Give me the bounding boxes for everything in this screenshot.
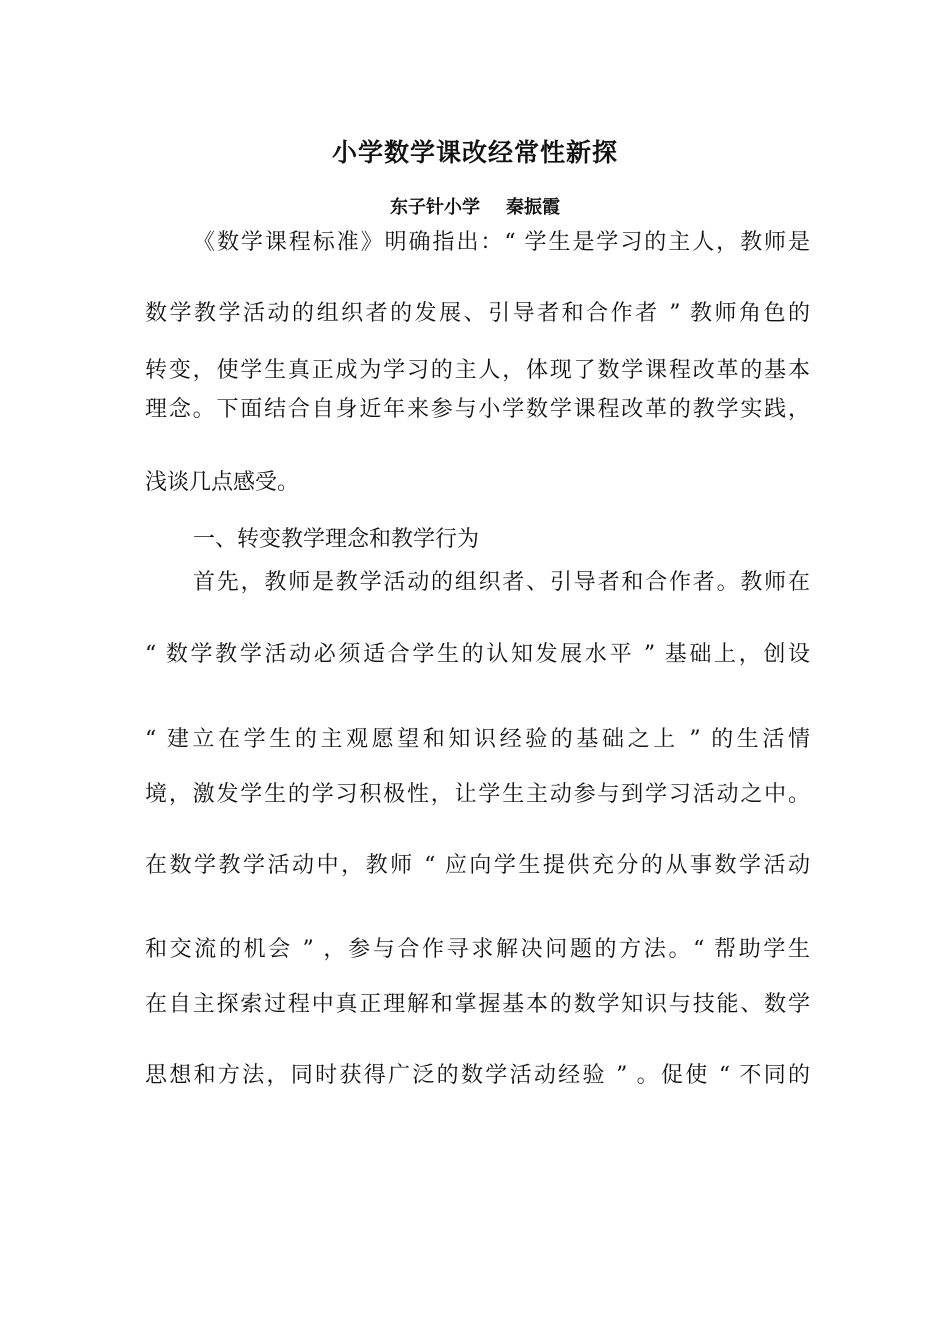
- paragraph-line: 理念。下面结合自身近年来参与小学数学课程改革的教学实践，: [145, 397, 810, 422]
- paragraph-line: 转变，使学生真正成为学习的主人，体现了数学课程改革的基本: [145, 358, 810, 383]
- document-title: 小学数学课改经常性新探: [331, 138, 618, 167]
- paragraph-line: 《数学课程标准》明确指出：“ 学生是学习的主人，教师是: [193, 230, 810, 255]
- paragraph-line: 首先，教师是教学活动的组织者、引导者和合作者。教师在: [193, 570, 810, 595]
- paragraph-line: 思想和方法，同时获得广泛的数学活动经验 ” 。促使 “ 不同的: [145, 1063, 810, 1088]
- paragraph-line: “ 数学教学活动必须适合学生的认知发展水平 ” 基础上，创设: [145, 642, 810, 667]
- section-heading: 一、转变教学理念和教学行为: [193, 527, 480, 552]
- paragraph-line: 在数学教学活动中，教师 “ 应向学生提供充分的从事数学活动: [145, 853, 810, 878]
- paragraph-line: 浅谈几点感受。: [145, 470, 300, 495]
- paragraph-line: 数学教学活动的组织者的发展、引导者和合作者 ” 教师角色的: [145, 301, 810, 326]
- byline-author: 秦振霞: [506, 197, 560, 218]
- byline: [0, 193, 950, 219]
- paragraph-line: “ 建立在学生的主观愿望和知识经验的基础之上 ” 的生活情: [145, 727, 810, 752]
- paragraph-line: 和交流的机会 ” ，参与合作寻求解决问题的方法。“ 帮助学生: [145, 937, 810, 962]
- paragraph-line: 境，激发学生的学习积极性，让学生主动参与到学习活动之中。: [145, 782, 810, 807]
- paragraph-line: 在自主探索过程中真正理解和掌握基本的数学知识与技能、数学: [145, 992, 810, 1017]
- byline-school: 东子针小学: [390, 197, 480, 218]
